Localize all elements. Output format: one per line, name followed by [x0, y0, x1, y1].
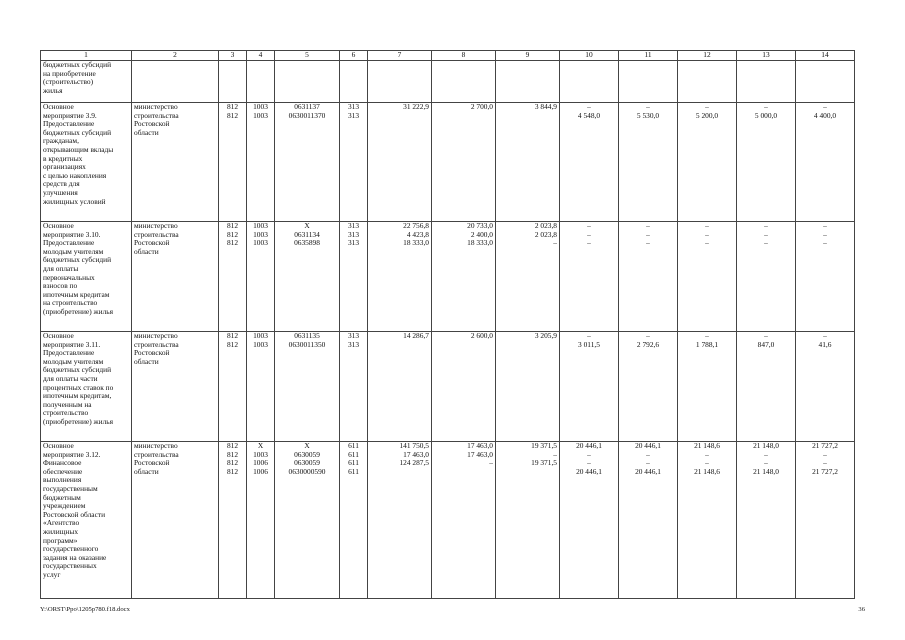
csr-cell: Х 0631134 0635898 [275, 222, 340, 332]
executor-cell: министерство строительства Ростовской области [132, 332, 219, 442]
grbs-cell: 812 812 812 812 [219, 442, 247, 599]
activity-cell: Основное мероприятие 3.10. Предоставление молодым учителям бюджетных субсидий для оплаты первоначальных взносов по ипотечным кредитам на строительство (приобретение) жилья [41, 222, 132, 332]
csr-cell: 0631137 0630011370 [275, 103, 340, 222]
vr-cell [340, 61, 368, 103]
column-number-row [41, 51, 855, 61]
amount-cell: – 2 792,6 [619, 332, 678, 442]
rzpr-cell: 1003 1003 1003 [247, 222, 275, 332]
header-cell: 5 [275, 51, 340, 61]
amount-cell [560, 61, 619, 103]
activity-cell: Основное мероприятие 3.9. Предоставление бюджетных субсидий гражданам, открывающим вклады в кредитных организациях с целью накопления средств для улучшения жилищных условий [41, 103, 132, 222]
vr-cell: 313 313 [340, 332, 368, 442]
header-cell: 4 [247, 51, 275, 61]
activity-cell: Основное мероприятие 3.12. Финансовое обеспечение выполнения государственным бюджетным учреждением Ростовской области «Агентство жилищных программ» государственного задания на оказание государственных услуг [41, 442, 132, 599]
executor-cell [132, 61, 219, 103]
amount-cell: – 1 788,1 [678, 332, 737, 442]
rzpr-cell [247, 61, 275, 103]
executor-cell: министерство строительства Ростовской области [132, 103, 219, 222]
vr-cell: 313 313 313 [340, 222, 368, 332]
header-cell: 13 [737, 51, 796, 61]
rzpr-cell: 1003 1003 [247, 103, 275, 222]
header-cell: 14 [796, 51, 855, 61]
amount-cell: 21 148,6 – – 21 148,6 [678, 442, 737, 599]
amount-cell: – 5 530,0 [619, 103, 678, 222]
rzpr-cell: 1003 1003 [247, 332, 275, 442]
table-row [41, 222, 855, 332]
amount-cell: – – – [560, 222, 619, 332]
header-cell: 10 [560, 51, 619, 61]
amount-cell: 17 463,0 17 463,0 – [432, 442, 496, 599]
amount-cell: 2 700,0 [432, 103, 496, 222]
executor-cell: министерство строительства Ростовской области [132, 222, 219, 332]
amount-cell: – 3 011,5 [560, 332, 619, 442]
amount-cell: 21 148,0 – – 21 148,0 [737, 442, 796, 599]
activity-cell: Основное мероприятие 3.11. Предоставление молодым учителям бюджетных субсидий для оплаты части процентных ставок по ипотечным кредитам, полученным на строительство (приобретение) жилья [41, 332, 132, 442]
csr-cell: Х 0630059 0630059 0630000590 [275, 442, 340, 599]
amount-cell: 22 756,8 4 423,8 18 333,0 [368, 222, 432, 332]
csr-cell: 0631135 0630011350 [275, 332, 340, 442]
amount-cell: – 4 548,0 [560, 103, 619, 222]
budget-table [40, 50, 855, 599]
amount-cell: 3 205,9 [496, 332, 560, 442]
amount-cell: 14 286,7 [368, 332, 432, 442]
amount-cell: – 847,0 [737, 332, 796, 442]
table-row [41, 332, 855, 442]
header-cell: 7 [368, 51, 432, 61]
amount-cell: 3 844,9 [496, 103, 560, 222]
table-row [41, 103, 855, 222]
amount-cell [619, 61, 678, 103]
amount-cell [496, 61, 560, 103]
header-cell: 3 [219, 51, 247, 61]
amount-cell [432, 61, 496, 103]
grbs-cell: 812 812 [219, 332, 247, 442]
amount-cell: – – – [619, 222, 678, 332]
table-row [41, 61, 855, 103]
amount-cell: 20 446,1 – – 20 446,1 [619, 442, 678, 599]
amount-cell: – 5 000,0 [737, 103, 796, 222]
amount-cell: – – – [737, 222, 796, 332]
header-cell: 6 [340, 51, 368, 61]
amount-cell: – – – [678, 222, 737, 332]
vr-cell: 611 611 611 611 [340, 442, 368, 599]
amount-cell: – – – [796, 222, 855, 332]
vr-cell: 313 313 [340, 103, 368, 222]
amount-cell: 20 446,1 – – 20 446,1 [560, 442, 619, 599]
header-cell: 11 [619, 51, 678, 61]
amount-cell [796, 61, 855, 103]
executor-cell: министерство строительства Ростовской области [132, 442, 219, 599]
amount-cell [678, 61, 737, 103]
header-cell: 8 [432, 51, 496, 61]
document-path: Y:\ORST\Ppo\1205p780.f18.docx [40, 606, 130, 613]
grbs-cell: 812 812 [219, 103, 247, 222]
amount-cell [368, 61, 432, 103]
table-row [41, 442, 855, 599]
amount-cell: – 4 400,0 [796, 103, 855, 222]
activity-cell: бюджетных субсидий на приобретение (строительство) жилья [41, 61, 132, 103]
amount-cell: 20 733,0 2 400,0 18 333,0 [432, 222, 496, 332]
csr-cell [275, 61, 340, 103]
grbs-cell: 812 812 812 [219, 222, 247, 332]
rzpr-cell: Х 1003 1006 1006 [247, 442, 275, 599]
header-cell: 1 [41, 51, 132, 61]
amount-cell: – 5 200,0 [678, 103, 737, 222]
amount-cell: 31 222,9 [368, 103, 432, 222]
amount-cell [737, 61, 796, 103]
amount-cell: 19 371,5 – 19 371,5 [496, 442, 560, 599]
header-cell: 9 [496, 51, 560, 61]
amount-cell: 2 023,8 2 023,8 – [496, 222, 560, 332]
amount-cell: 141 750,5 17 463,0 124 287,5 [368, 442, 432, 599]
page-number: 36 [858, 606, 865, 613]
grbs-cell [219, 61, 247, 103]
amount-cell: – 41,6 [796, 332, 855, 442]
header-cell: 2 [132, 51, 219, 61]
amount-cell: 21 727,2 – – 21 727,2 [796, 442, 855, 599]
header-cell: 12 [678, 51, 737, 61]
amount-cell: 2 600,0 [432, 332, 496, 442]
